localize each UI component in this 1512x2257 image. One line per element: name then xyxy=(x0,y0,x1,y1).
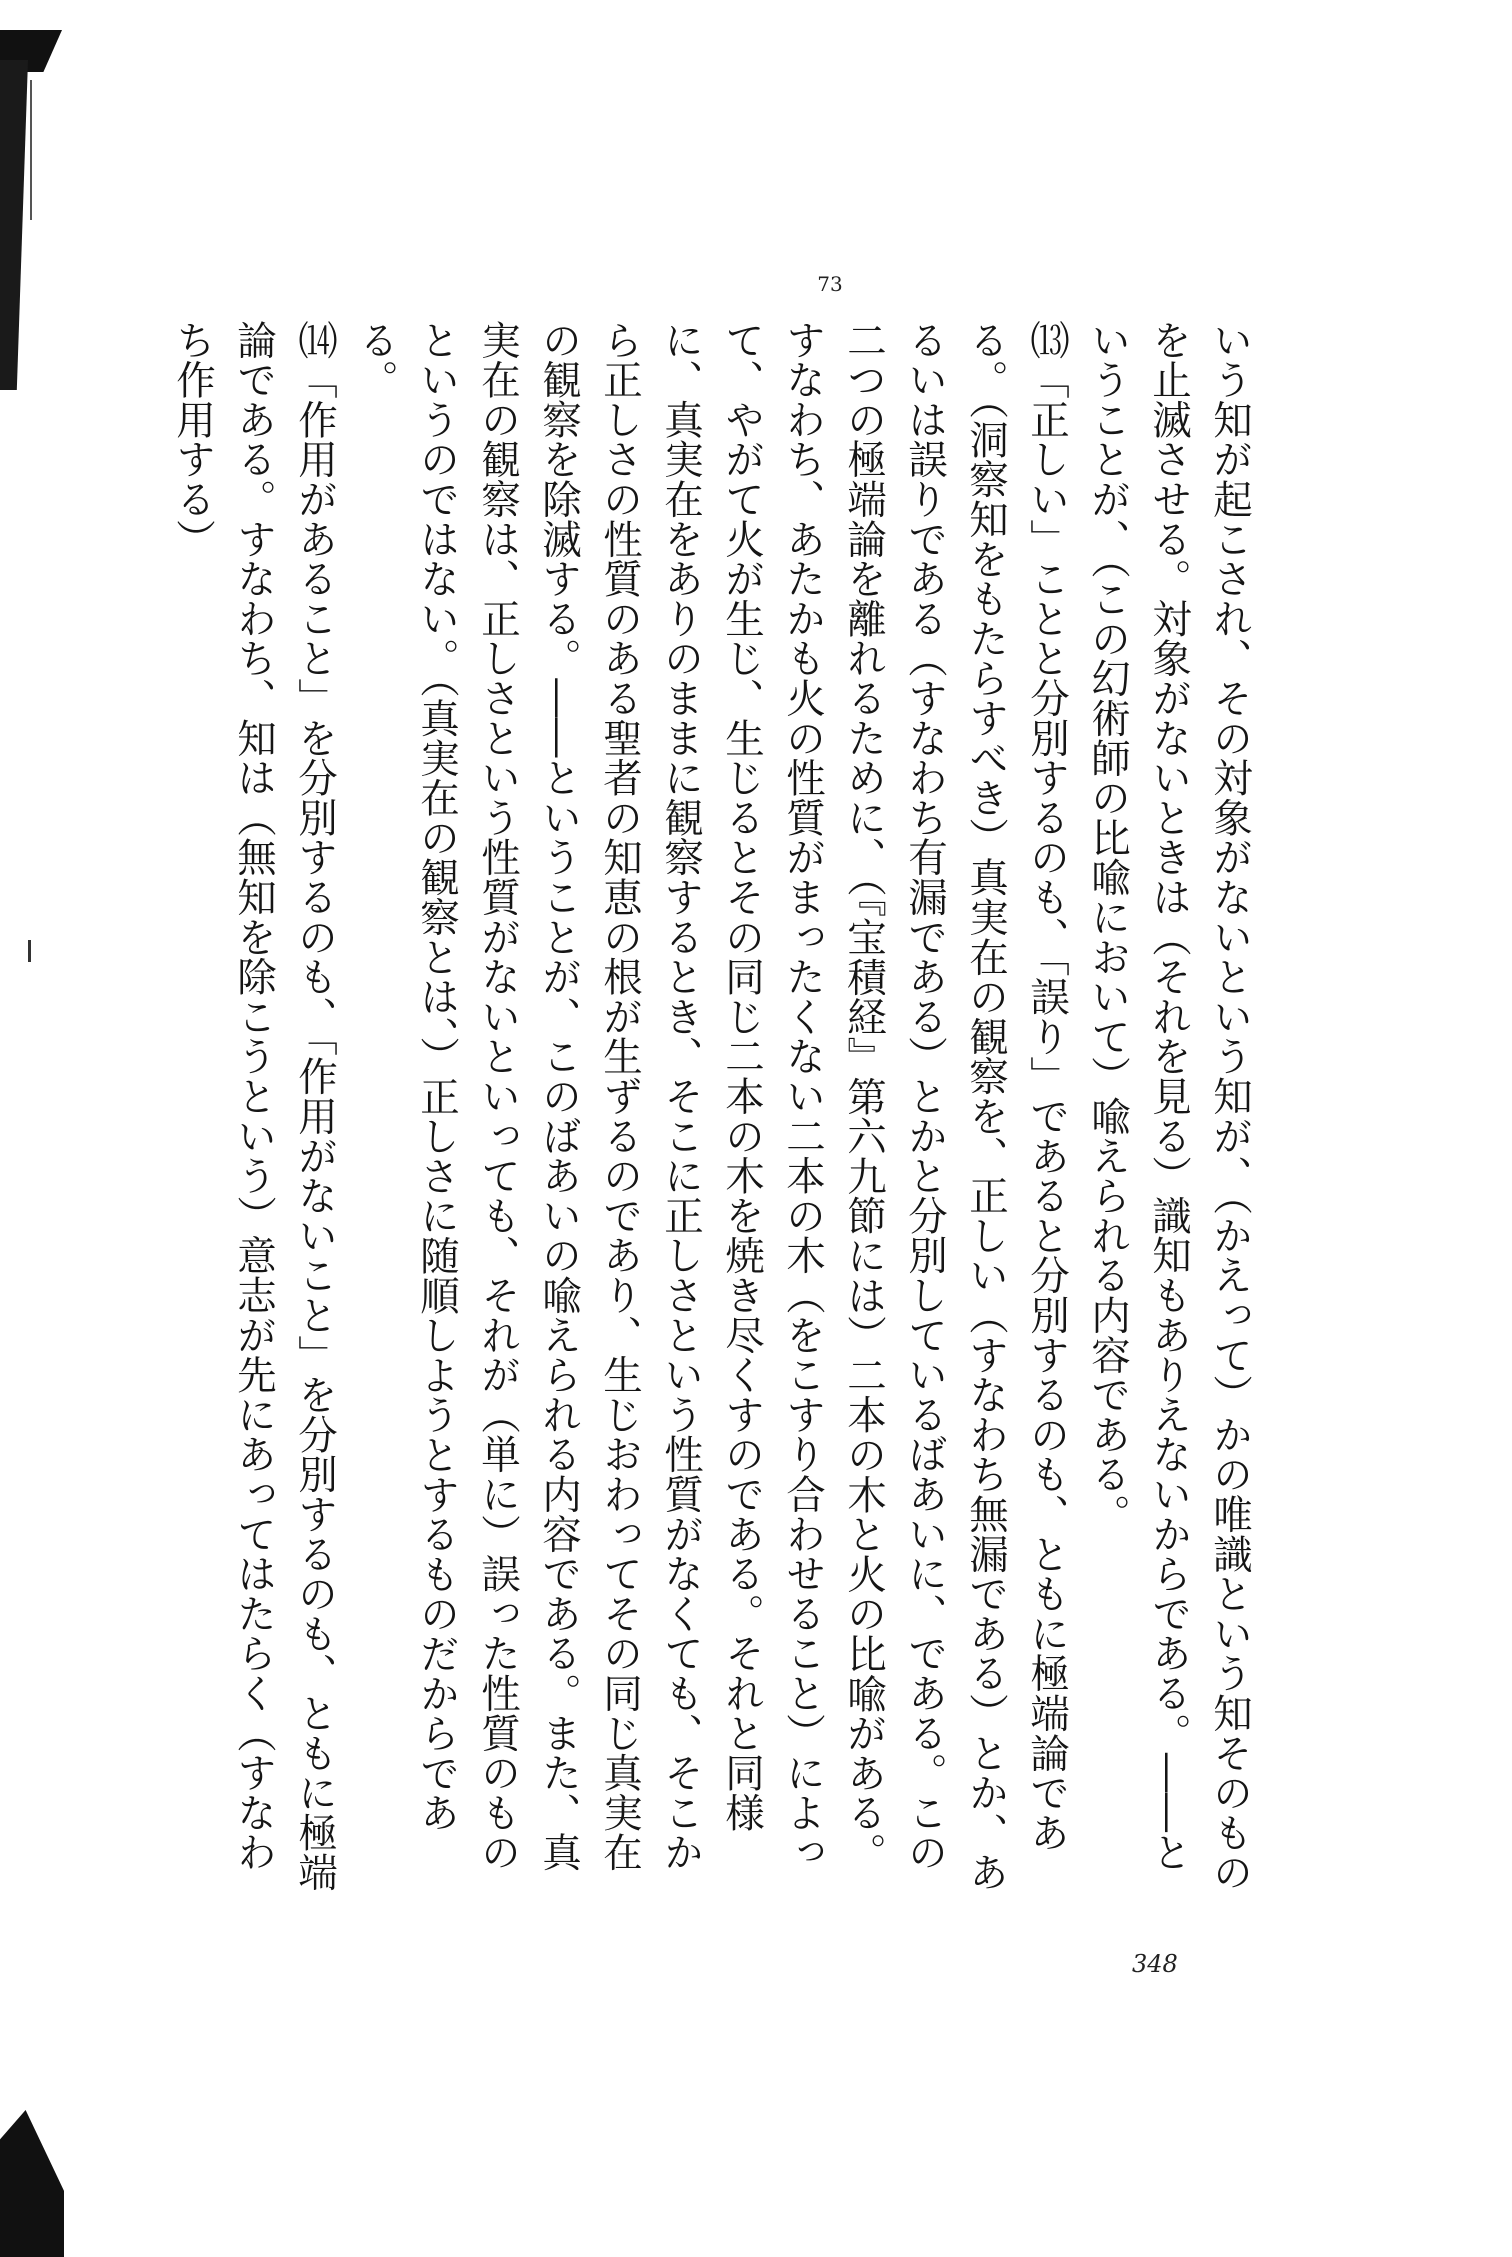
paragraph-13: ⒀「正しい」ことと分別するのも、「誤り」であると分別するのも、ともに極端論である。（洞察知をもたらすべき）真実在の観察を、正しい（すなわち無漏である）とか、あるいは誤りである（すなわち有漏である）とかと分別しているばあいに、である。この二つの極端論を離れるために、（『宝積経』第六九節には）二本の木と火の比喩がある。すなわち、あたかも火の性質がまったくない二本の木（をこすり合わせること）によって、やがて火が生じ、生じるとその同じ二本の木を焼き尽くすのである。それと同様に、真実在をありのままに観察するとき、そこに正しさという性質がなくても、そこから正しさの性質のある聖者の知恵の根が生ずるのであり、生じおわってその同じ真実在の観察を除滅する。――ということが、このばあいの喩えられる内容である。また、真実在の観察は、正しさという性質がないといっても、それが（単に）誤った性質のものというのではない。（真実在の観察とは、）正しさに随順しようとするものだからである。 xyxy=(353,320,1070,1893)
scan-tick xyxy=(28,940,31,962)
scan-mark-bottom xyxy=(0,2110,64,2257)
paragraph-1: いう知が起こされ、その対象がないという知が、（かえって）かの唯識という知そのものを止滅させる。対象がないときは（それを見る）識知もありえないからである。――ということが、（この幻術師の比喩において）喩えられる内容である。 xyxy=(1085,320,1253,1893)
paragraph-14: ⒁「作用があること」を分別するのも、「作用がないこと」を分別するのも、ともに極端論である。すなわち、知は（無知を除こうという）意志が先にあってはたらく（すなわち作用する） xyxy=(170,320,338,1893)
scan-mark-top-strip xyxy=(0,60,28,390)
scan-line xyxy=(30,80,32,220)
vertical-body-text xyxy=(162,320,1260,1900)
scan-edge-shadow xyxy=(0,0,70,2257)
folio-number: 73 xyxy=(817,272,843,296)
page-number: 348 xyxy=(1132,1950,1178,1978)
